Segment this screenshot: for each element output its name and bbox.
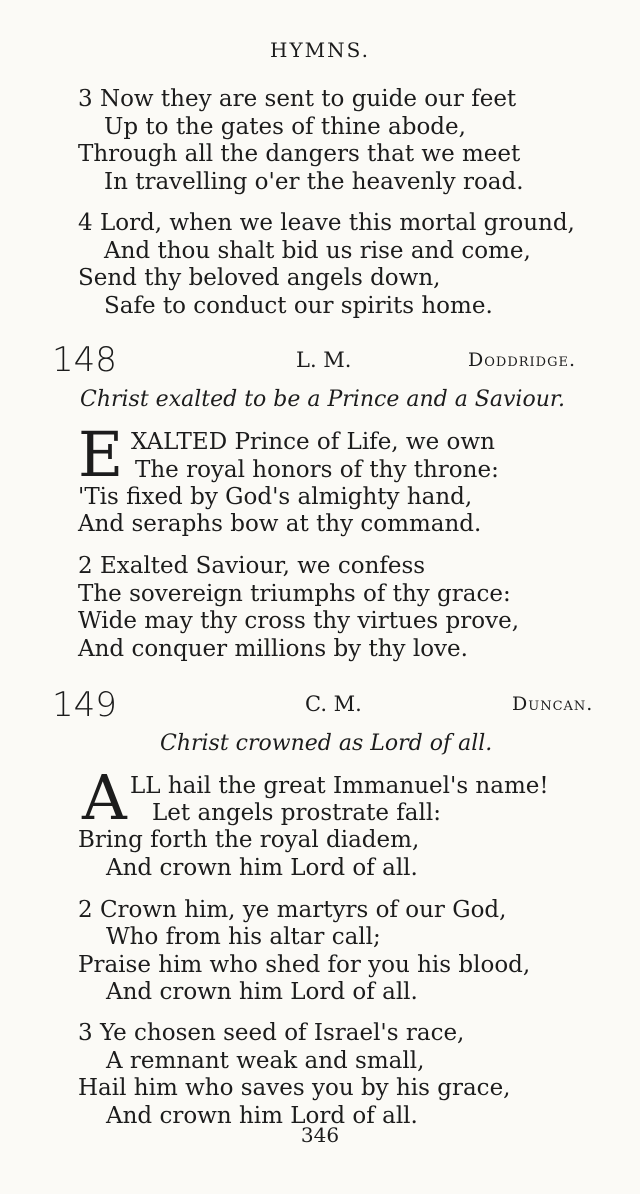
verse-line: Bring forth the royal diadem, (78, 827, 420, 853)
verse-line: 3 Ye chosen seed of Israel's race, (78, 1020, 465, 1046)
hymn-meter: L. M. (296, 348, 352, 372)
verse-line: The royal honors of thy throne: (135, 457, 499, 483)
verse-line: Send thy beloved angels down, (78, 265, 441, 291)
verse-line: Wide may thy cross thy virtues prove, (78, 608, 520, 634)
hymn-title: Christ exalted to be a Prince and a Saviour. (80, 387, 565, 412)
hymn-author: Doddridge. (468, 349, 576, 371)
verse-line: The sovereign triumphs of thy grace: (78, 581, 511, 607)
verse-line: And seraphs bow at thy command. (78, 511, 482, 537)
verse-line: 2 Crown him, ye martyrs of our God, (78, 897, 507, 923)
hymn-title: Christ crowned as Lord of all. (160, 731, 493, 756)
hymn-meter: C. M. (305, 692, 362, 716)
hymn-tune: Duncan. (512, 693, 594, 715)
verse-line: 3 Now they are sent to guide our feet (78, 86, 517, 112)
verse-line: Through all the dangers that we meet (78, 141, 521, 167)
page-number: 346 (300, 1123, 340, 1147)
verse-line: 'Tis fixed by God's almighty hand, (78, 484, 473, 510)
hymn-number: 149 (52, 685, 117, 725)
verse-line: And crown him Lord of all. (106, 855, 418, 881)
verse-line: A remnant weak and small, (106, 1048, 425, 1074)
running-title: HYMNS. (270, 38, 370, 62)
verse-line: And conquer millions by thy love. (78, 636, 468, 662)
verse-line: Hail him who saves you by his grace, (78, 1075, 511, 1101)
verse-line: 2 Exalted Saviour, we confess (78, 553, 426, 579)
hymn-number: 148 (52, 340, 117, 380)
verse-line: Safe to conduct our spirits home. (104, 293, 493, 319)
verse-line: Praise him who shed for you his blood, (78, 952, 531, 978)
verse-line: And crown him Lord of all. (106, 1103, 418, 1129)
verse-line: Who from his altar call; (106, 924, 381, 950)
drop-cap: E (78, 418, 124, 491)
drop-cap: A (82, 761, 127, 834)
verse-line: LL hail the great Immanuel's name! (130, 773, 549, 799)
verse-line: 4 Lord, when we leave this mortal ground, (78, 210, 575, 236)
verse-line: XALTED Prince of Life, we own (131, 429, 495, 455)
verse-line: And crown him Lord of all. (106, 979, 418, 1005)
verse-line: Let angels prostrate fall: (152, 800, 441, 826)
verse-line: In travelling o'er the heavenly road. (104, 169, 524, 195)
verse-line: Up to the gates of thine abode, (104, 114, 466, 140)
verse-line: And thou shalt bid us rise and come, (104, 238, 531, 264)
